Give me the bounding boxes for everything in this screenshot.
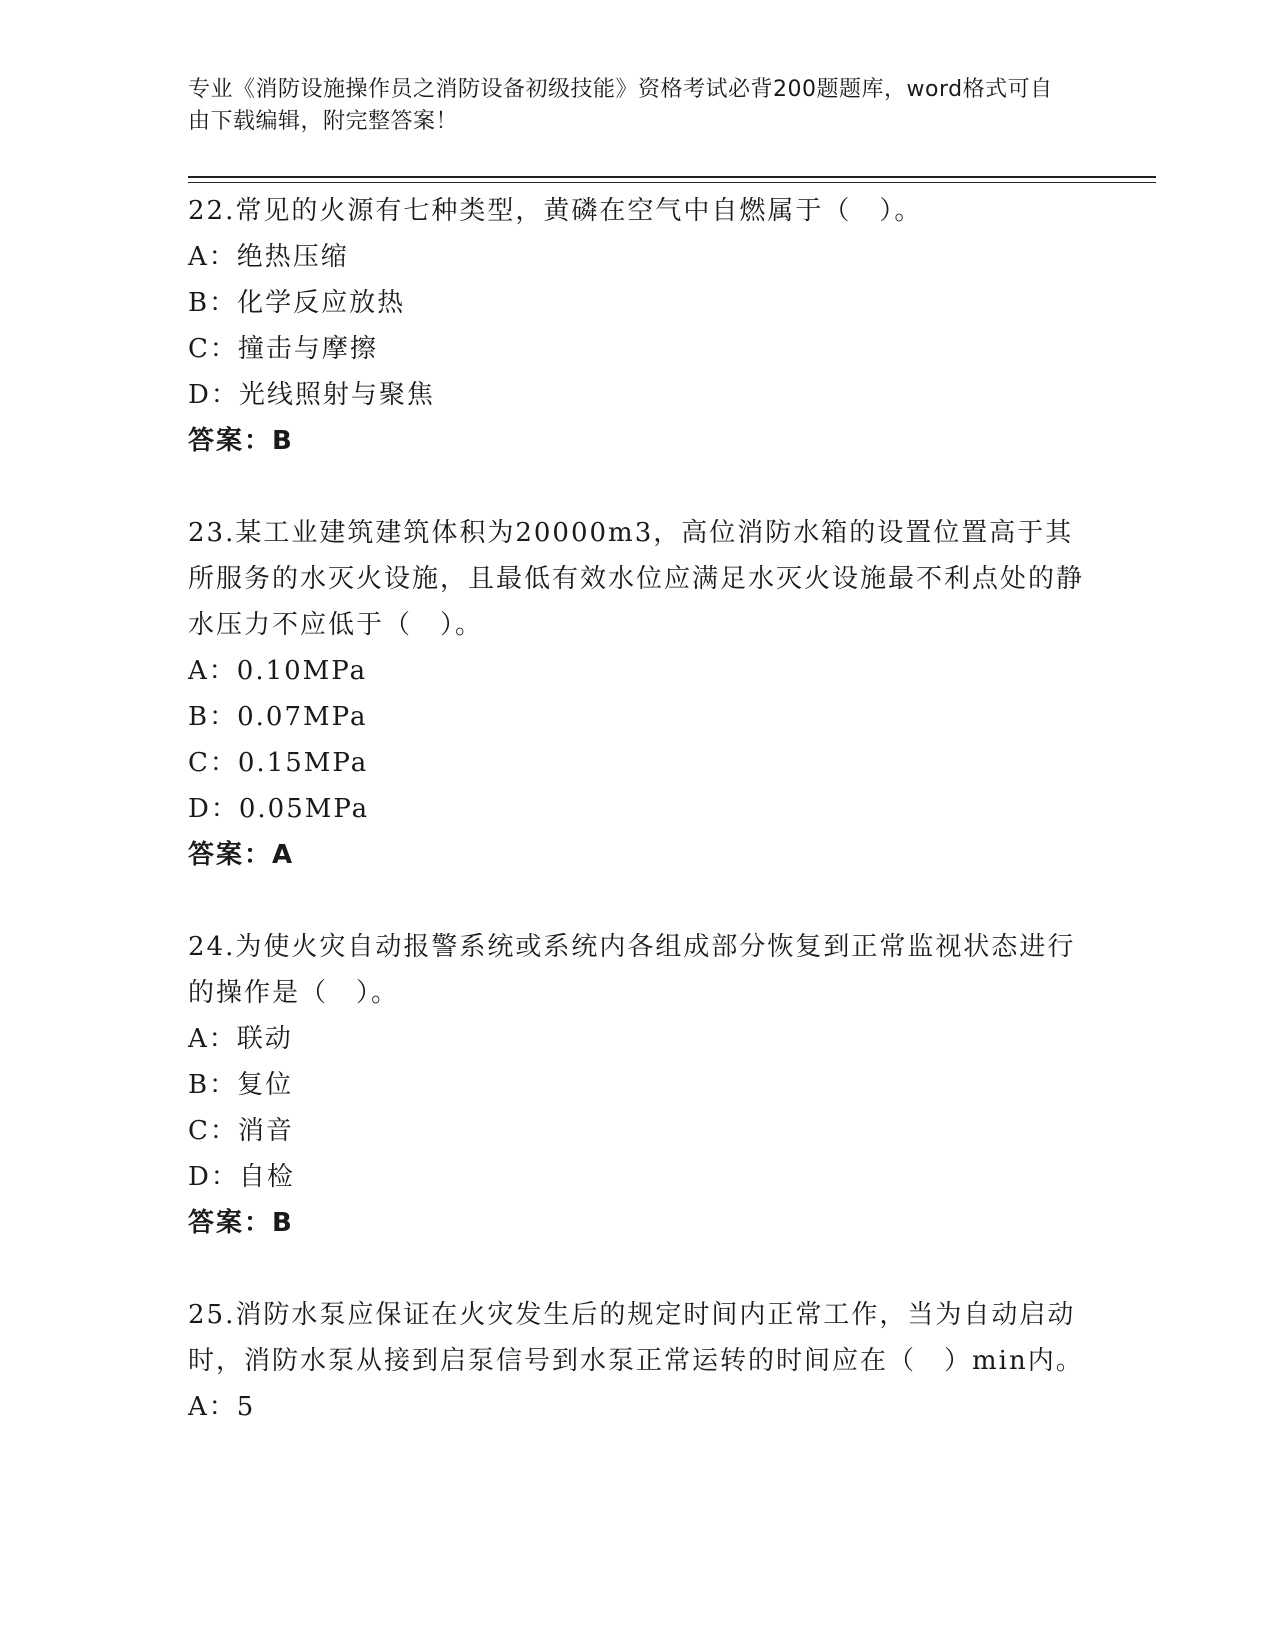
header-divider-thick [188, 176, 1156, 178]
option-c: C：0.15MPa [188, 748, 369, 778]
option-c: C：撞击与摩擦 [188, 334, 378, 364]
question-stem: 23.某工业建筑建筑体积为20000m3，高位消防水箱的设置位置高于其所服务的水灭火设施，且最低有效水位应满足水灭火设施最不利点处的静水压力不应低于（ ）。 [188, 518, 1085, 640]
option-d: D：0.05MPa [188, 794, 370, 824]
question-25 [188, 1292, 1088, 1430]
question-stem: 22.常见的火源有七种类型，黄磷在空气中自燃属于（ ）。 [188, 196, 923, 226]
question-23 [188, 510, 1088, 878]
option-c: C：消音 [188, 1116, 294, 1146]
question-stem: 24.为使火灾自动报警系统或系统内各组成部分恢复到正常监视状态进行的操作是（ ）。 [188, 932, 1076, 1008]
answer-line: 答案：B [188, 426, 294, 456]
question-24 [188, 924, 1088, 1246]
answer-line: 答案：A [188, 840, 295, 870]
option-a: A：0.10MPa [188, 656, 368, 686]
option-b: B：0.07MPa [188, 702, 368, 732]
option-d: D：自检 [188, 1162, 295, 1192]
document-header: 专业《消防设施操作员之消防设备初级技能》资格考试必背200题题库，word格式可自由下载编辑，附完整答案！ [188, 77, 1053, 134]
option-a: A：联动 [188, 1024, 293, 1054]
header-divider-thin [188, 182, 1156, 183]
question-stem: 25.消防水泵应保证在火灾发生后的规定时间内正常工作，当为自动启动时，消防水泵从接到启泵信号到水泵正常运转的时间应在（ ）min内。 [188, 1300, 1084, 1376]
answer-line: 答案：B [188, 1208, 294, 1238]
option-b: B：化学反应放热 [188, 288, 406, 318]
question-list [188, 188, 1088, 1476]
option-a: A：5 [188, 1392, 256, 1422]
option-a: A：绝热压缩 [188, 242, 349, 272]
option-d: D：光线照射与聚焦 [188, 380, 435, 410]
question-22 [188, 188, 1088, 464]
option-b: B：复位 [188, 1070, 294, 1100]
